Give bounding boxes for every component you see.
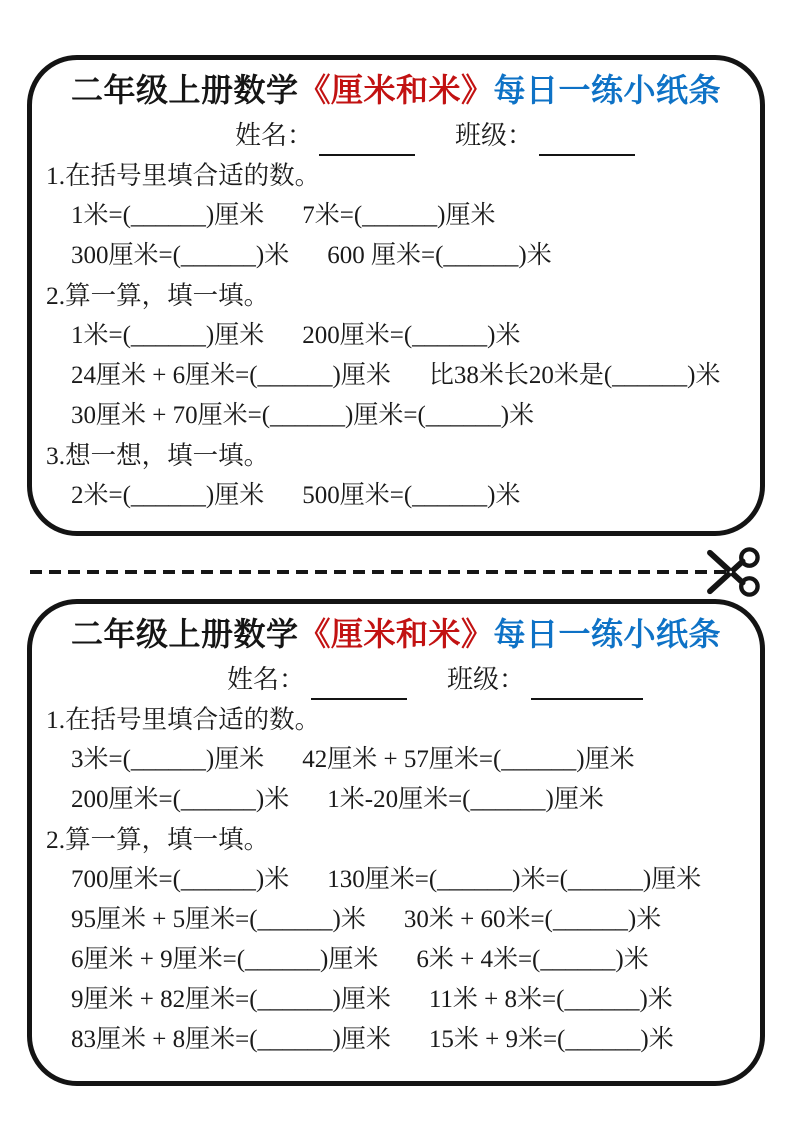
exercise-item-right: 11米 + 8米=(______)米 [428, 986, 673, 1013]
title-segment-black: 二年级上册数学 [70, 615, 299, 653]
class-blank-line [531, 668, 643, 700]
exercise-item-right: 1米-20厘米=(______)厘米 [327, 786, 604, 813]
exercise-item-right: 42厘米 + 57厘米=(______)厘米 [302, 746, 635, 773]
dashed-cut-line [30, 570, 728, 574]
exercise-item-left: 2米=(______)厘米 [71, 482, 265, 509]
exercise-item-left: 95厘米 + 5厘米=(______)米 [71, 906, 366, 933]
exercise-item-left: 9厘米 + 82厘米=(______)厘米 [71, 986, 391, 1013]
exercise-item-right: 7米=(______)厘米 [302, 202, 496, 229]
exercise-row [71, 780, 746, 820]
exercise-item-right: 200厘米=(______)米 [302, 322, 521, 349]
exercise-item-left: 1米=(______)厘米 [71, 202, 265, 229]
exercise-row [71, 236, 746, 276]
exercise-row [71, 940, 746, 980]
exercise-item-left: 300厘米=(______)米 [71, 242, 290, 269]
worksheet-card-top [27, 55, 765, 536]
exercise-item-right: 600 厘米=(______)米 [327, 242, 552, 269]
exercise-row [71, 316, 746, 356]
exercise-row [71, 740, 746, 780]
question-heading: 3.想一想，填一填。 [46, 441, 270, 470]
title-segment-black: 二年级上册数学 [70, 71, 299, 109]
cut-divider [30, 552, 763, 592]
exercise-item-left: 3米=(______)厘米 [71, 746, 265, 773]
question-heading: 2.算一算，填一填。 [46, 825, 270, 854]
exercise-item-right: 130厘米=(______)米=(______)厘米 [327, 866, 702, 893]
exercise-row [71, 860, 746, 900]
exercise-item-right: 15米 + 9米=(______)米 [428, 1026, 674, 1053]
exercise-row [71, 476, 746, 516]
name-field-label: 姓名： [234, 121, 313, 150]
exercise-item-right: 500厘米=(______)米 [302, 482, 521, 509]
exercise-item-right: 比38米长20米是(______)米 [428, 362, 721, 389]
exercise-item-left: 83厘米 + 8厘米=(______)厘米 [71, 1026, 391, 1053]
worksheet-title [46, 612, 746, 656]
exercise-item-left: 24厘米 + 6厘米=(______)厘米 [71, 362, 391, 389]
question-heading: 1.在括号里填合适的数。 [46, 161, 321, 190]
title-segment-red: 《厘米和米》 [298, 71, 494, 109]
question-heading: 1.在括号里填合适的数。 [46, 705, 321, 734]
name-class-row [46, 660, 746, 700]
class-blank-line [539, 124, 635, 156]
exercise-item-left: 1米=(______)厘米 [71, 322, 265, 349]
exercise-row [71, 356, 746, 396]
title-segment-red: 《厘米和米》 [298, 615, 494, 653]
exercise-row [71, 196, 746, 236]
title-segment-blue: 每日一练小纸条 [493, 615, 722, 653]
class-field-label: 班级： [447, 665, 526, 694]
exercise-item-left: 30厘米 + 70厘米=(______)厘米=(______)米 [71, 402, 535, 429]
exercise-item-left: 700厘米=(______)米 [71, 866, 290, 893]
exercise-item-right: 30米 + 60米=(______)米 [403, 906, 662, 933]
name-blank-line [311, 668, 407, 700]
name-field-label: 姓名： [226, 665, 305, 694]
worksheet-card-bottom [27, 599, 765, 1086]
scissors-icon [705, 546, 763, 598]
exercise-item-left: 6厘米 + 9厘米=(______)厘米 [71, 946, 379, 973]
exercise-row [71, 900, 746, 940]
exercise-row [71, 396, 746, 436]
title-segment-blue: 每日一练小纸条 [493, 71, 722, 109]
exercise-item-right: 6米 + 4米=(______)米 [416, 946, 649, 973]
class-field-label: 班级： [455, 121, 534, 150]
name-blank-line [319, 124, 415, 156]
exercise-row [71, 980, 746, 1020]
question-heading: 2.算一算，填一填。 [46, 281, 270, 310]
exercise-item-left: 200厘米=(______)米 [71, 786, 290, 813]
worksheet-title [46, 68, 746, 112]
exercise-row [71, 1020, 746, 1060]
name-class-row [46, 116, 746, 156]
